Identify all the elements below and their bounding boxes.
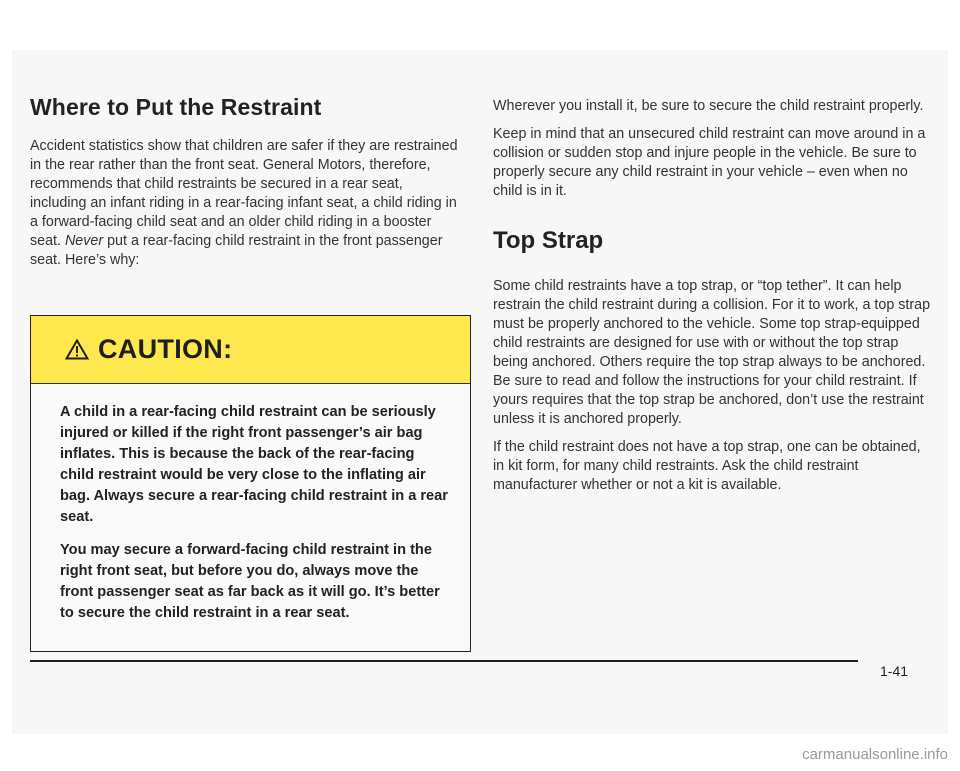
never-emphasis: Never <box>64 233 104 249</box>
top-strap-kit-paragraph: If the child restraint does not have a top strap, one can be obtained, in kit form, for many child restraints. Ask the child restraint manufacturer whether or not a kit is available. <box>493 439 921 493</box>
caution-header <box>31 316 470 384</box>
watermark-text: carmanualsonline.info <box>802 746 948 763</box>
left-column <box>30 50 458 621</box>
unsecured-restraint-paragraph: Keep in mind that an unsecured child restraint can move around in a collision or sudden stop and injure people in the vehicle. Be sure to properly secure any child restraint in your vehicle – even when no child is in it. <box>493 126 926 199</box>
warning-triangle-icon <box>65 339 89 360</box>
footer-rule <box>30 660 858 662</box>
right-column <box>493 50 933 504</box>
page-number: 1-41 <box>880 663 909 679</box>
caution-body <box>31 384 470 624</box>
caution-paragraph-1: A child in a rear-facing child restraint can be seriously injured or killed if the right front passenger’s air bag inflates. This is because the back of the rear-facing child restraint would be very close to the inflating air bag. Always secure a rear-facing child restraint in a rear seat. <box>60 404 448 525</box>
intro-paragraph: Accident statistics show that children are safer if they are restrained in the rear rather than the front seat. General Motors, therefore, recommends that child restraints be secured in a rear seat, including an infant riding in a rear-facing infant seat, a child riding in a forward-facing child seat and an older child riding in a booster seat. Never put a rear-facing child restraint in the front passenger seat. Here’s why: <box>30 138 458 268</box>
caution-paragraph-2: You may secure a forward-facing child restraint in the right front seat, but before you do, always move the front passenger seat as far back as it will go. It’s better to secure the child restraint in a rear seat. <box>60 542 440 621</box>
section-heading-top-strap: Top Strap <box>493 227 604 254</box>
top-strap-paragraph: Some child restraints have a top strap, or “top tether”. It can help restrain the child restraint during a collision. For it to work, a top strap must be properly anchored to the vehicle. Some top strap-equipped child restraints are designed for use with or without the top strap being anchored. Others require the top strap always to be anchored. Be sure to read and follow the instructions for your child restraint. If yours requires that the top strap be anchored, don’t use the restraint unless it is anchored properly. <box>493 278 931 427</box>
caution-box <box>30 315 471 652</box>
secure-properly-paragraph: Wherever you install it, be sure to secure the child restraint properly. <box>493 98 924 114</box>
caution-title: CAUTION: <box>98 334 233 364</box>
manual-page <box>12 50 948 734</box>
section-heading-where-to-put: Where to Put the Restraint <box>30 94 322 120</box>
